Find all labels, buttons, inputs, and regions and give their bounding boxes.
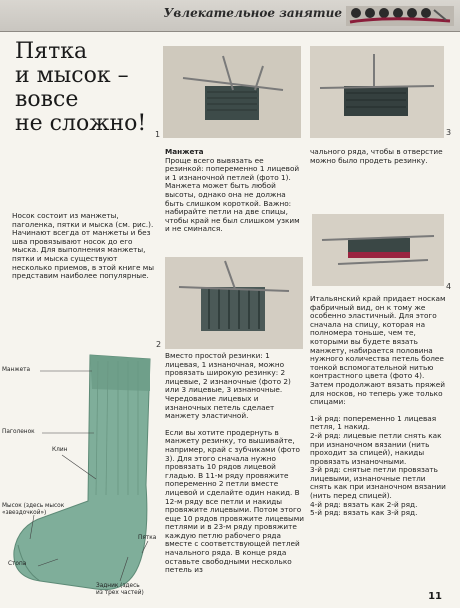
photo-number: 4 — [446, 282, 452, 291]
row-instruction: 2-й ряд: лицевые петли снять как при изнаночном вязании (нить проходит за спицей), накиды провязать изнаночными. — [310, 430, 442, 466]
section-heading: Манжета — [165, 147, 204, 156]
column2-text — [165, 352, 305, 583]
paragraph: Вместо простой резинки: 1 лицевая, 1 изнаночная, можно провязать широкую резинку: 2 лицевые, 2 изнаночные (фото 2) или 3 лицевые, 3 изнаночные. Чередование лицевых и изнаночных петель сделает манжету эластичной. — [165, 351, 291, 421]
sock-diagram — [0, 345, 168, 603]
knitting-photo-image — [312, 214, 444, 286]
header-band — [0, 0, 460, 32]
photo-number: 2 — [156, 340, 162, 349]
photo-1 — [163, 46, 301, 138]
title-line: не сложно! — [15, 111, 147, 136]
paragraph: Проще всего вывязать ее резинкой: попеременно 1 лицевой и 1 изнаночной петлей (фото 1). Манжета может быть любой высоты, однако она не должна быть слишком короткой. Важно: набирайте петли на две спицы, чтобы край не был слишком узким и не сминался. — [165, 155, 300, 234]
label-mysok: Мысок (здесь мысок «звездочкой») — [2, 503, 65, 516]
title-line: и мысок – — [15, 63, 129, 88]
knitting-logo-icon — [346, 4, 454, 28]
title-line: вовсе — [15, 87, 79, 112]
row-instruction: 1-й ряд: попеременно 1 лицевая петля, 1 накид. — [310, 413, 437, 432]
photo-3 — [310, 46, 444, 138]
paragraph: Итальянский край придает носкам фабричный вид, он к тому же особенно эластичный. Для этого сначала на спицу, которая на полномера тоньше, чем те, которыми вы будете вязать манжету, набирается половина нужного количества петель более тонкой вспомогательной нитью контрастного цвета (фото 4). Затем продолжают вязать пряжей для носков, но теперь уже только спицами: — [310, 294, 446, 407]
label-klin: Клин — [52, 447, 68, 453]
photo-4 — [312, 214, 444, 286]
column3-top-text: чального ряда, чтобы в отверстие можно было продеть резинку. — [310, 147, 443, 165]
row-instruction: 3-й ряд: снятые петли провязать лицевыми, изнаночные петли снять как при изнаночном вязании (нить перед спицей). — [310, 465, 446, 501]
manzheta-section — [165, 148, 303, 242]
column3-text — [310, 295, 446, 518]
label-pagolenok: Паголенок — [2, 429, 35, 435]
header-title: Увлекательное занятие — [163, 6, 342, 20]
photo-2 — [165, 257, 303, 349]
row-instruction: 5-й ряд: вязать как 3-й ряд. — [310, 508, 418, 518]
label-zadnik: Задник (здесь из трех частей) — [96, 583, 144, 596]
photo-number: 1 — [155, 130, 161, 139]
paragraph: Если вы хотите продернуть в манжету резинку, то вышивайте, например, край с зубчиками (фото 3). Для этого сначала нужно провязать 10 рядов лицевой гладью. В 11-м ряду провяжите попеременно 2 петли вместе лицевой и сделайте один накид. В 12-м ряду все петли и накиды провяжите лицевыми. Потом этого еще 10 рядов провяжите лицевыми петлями и в 23-м ряду провяжите каждую петлю рабочего ряда вместе с соответствующей петлей начального ряда. В конце ряда оставьте свободными несколько петель из — [165, 427, 305, 575]
knitting-photo-image — [310, 46, 444, 138]
title-line: Пятка — [15, 39, 88, 64]
knitting-photo-image — [165, 257, 303, 349]
label-manzheta: Манжета — [2, 367, 31, 373]
row-instruction: 4-й ряд: вязать как 2-й ряд. — [310, 499, 418, 509]
label-stopa: Стопа — [8, 561, 27, 567]
photo-number: 3 — [446, 128, 452, 137]
label-pyatka: Пятка — [138, 535, 157, 541]
knitting-photo-image — [163, 46, 301, 138]
page-number: 11 — [428, 591, 442, 602]
page-title — [15, 40, 155, 136]
intro-paragraph: Носок состоит из манжеты, паголенка, пятки и мыска (см. рис.). Начинают всегда от манжеты и без шва провязывают носок до его мыска. Для выполнения манжеты, пятки и мыска существуют несколько приемов, в этой книге мы представим наиболее популярные. — [12, 211, 155, 281]
